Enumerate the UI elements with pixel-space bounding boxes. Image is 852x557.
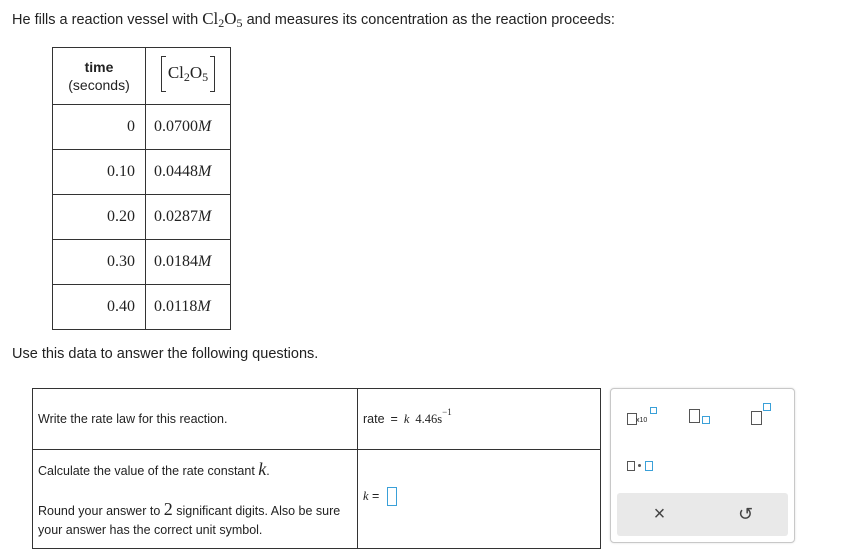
undo-button[interactable] [703, 493, 788, 536]
clear-button[interactable] [617, 493, 702, 536]
table-row: 0.40 0.0118M [53, 285, 231, 330]
rate-constant-prompt: Calculate the value of the rate constant k. Round your answer to 2 significant digits. Also be sure your answer has the correct unit symbol. [33, 450, 358, 549]
subscript-button[interactable] [689, 407, 715, 427]
math-palette [610, 388, 795, 543]
table-row: 0 0.0700M [53, 105, 231, 150]
instructions-text: Use this data to answer the following questions. [12, 346, 319, 362]
table-row: 0.30 0.0184M [53, 240, 231, 285]
table-row: 0.10 0.0448M [53, 150, 231, 195]
rate-law-answer[interactable]: rate = k $4.46s^{-1}$ [358, 389, 601, 450]
concentration-header: $Cl_2O_5$ [146, 48, 231, 105]
concentration-table [52, 47, 231, 330]
answer-input[interactable] [387, 487, 397, 506]
rate-law-prompt: Write the rate law for this reaction. [33, 389, 358, 450]
time-header: time (seconds) [53, 48, 146, 105]
action-bar [617, 493, 788, 536]
superscript-button[interactable] [751, 403, 777, 425]
table-row: 0.20 0.0287M [53, 195, 231, 240]
intro-text: He fills a reaction vessel with $Cl_2O_5$ and measures its concentration as the reaction proceeds: [12, 9, 615, 30]
scientific-notation-button[interactable]: x10 [627, 407, 661, 427]
rate-constant-answer: k = [358, 450, 601, 549]
question-table [32, 388, 601, 549]
chemical-formula: $Cl_2O_5$ [202, 9, 243, 30]
multiply-dot-button[interactable] [627, 459, 661, 475]
undo-icon: ↺ [737, 504, 754, 524]
close-icon: × [653, 503, 666, 525]
